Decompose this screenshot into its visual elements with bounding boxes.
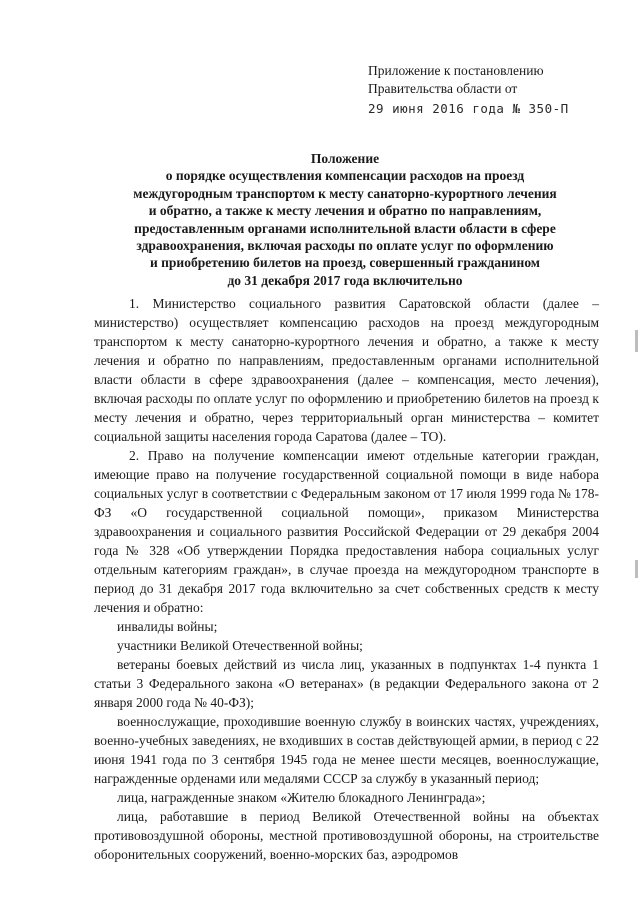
list-item: военнослужащие, проходившие военную службу в воинских частях, учреждениях, военно-учебных заведениях, не входивших в состав действующей армии, в период с 22 июня 1941 года по 3 сентября 1945 года не менее шести месяцев, военнослужащие, награжденные орденами или медалями СССР за службу в указанный период; — [94, 714, 599, 786]
appendix-line-2: Правительства области от — [368, 81, 518, 96]
document-title — [80, 150, 610, 289]
paragraph-2: 2. Право на получение компенсации имеют отдельные категории граждан, имеющие право на получение государственной социальной помощи в виде набора социальных услуг в соответствии с Федеральным законом от 17 июля 1999 года № 178-ФЗ «О государственной социальной помощи», приказом Министерства здравоохранения и социального развития Российской Федерации от 29 декабря 2004 года № 328 «Об утверждении Порядка предоставления набора социальных услуг отдельным категориям граждан», в случае проезда на междугородном транспорте в период до 31 декабря 2017 года включительно за счет собственных средств к месту лечения и обратно: — [94, 448, 599, 615]
paragraph-1: 1. Министерство социального развития Саратовской области (далее – министерство) осуществляет компенсацию расходов на проезд междугородным транспортом к месту санаторно-курортного лечения и обратно, а также к месту лечения и обратно по направлениям, предоставленным органами исполнительной власти области в сфере здравоохранения (далее – компенсация, место лечения), включая расходы по оплате услуг по оформлению и приобретению билетов на проезд к месту лечения и обратно, через территориальный орган министерства – комитет социальной защиты населения города Саратова (далее – ТО). — [94, 296, 599, 444]
scan-edge-mark — [635, 330, 638, 352]
title-line: междугородным транспортом к месту санаторно-курортного лечения — [133, 185, 557, 201]
title-line: и обратно, а также к месту лечения и обратно по направлениям, — [148, 203, 542, 219]
scan-edge-mark — [635, 560, 638, 578]
document-body — [94, 294, 599, 864]
appendix-date-stamp: 29 июня 2016 года № 350-П — [368, 101, 569, 116]
list-item: инвалиды войны; — [117, 619, 218, 634]
title-line: о порядке осуществления компенсации расходов на проезд — [165, 168, 525, 184]
appendix-header — [368, 62, 628, 118]
list-item: участники Великой Отечественной войны; — [117, 638, 363, 653]
title-line: и приобретению билетов на проезд, совершенный гражданином — [149, 255, 541, 271]
title-line: Положение — [310, 151, 380, 166]
appendix-line-1: Приложение к постановлению — [368, 63, 544, 78]
title-line: предоставленным органами исполнительной власти области в сфере — [134, 220, 556, 236]
title-line: до 31 декабря 2017 года включительно — [227, 272, 463, 288]
list-item: ветераны боевых действий из числа лиц, указанных в подпунктах 1-4 пункта 1 статьи 3 Федерального закона «О ветеранах» (в редакции Федерального закона от 2 января 2000 года № 40-ФЗ); — [94, 657, 599, 710]
list-item: лица, работавшие в период Великой Отечественной войны на объектах противовоздушной обороны, местной противовоздушной обороны, на строительстве оборонительных сооружений, военно-морских баз, аэродромов — [94, 809, 599, 862]
list-item: лица, награжденные знаком «Жителю блокадного Ленинграда»; — [117, 790, 486, 805]
title-line: здравоохранения, включая расходы по оплате услуг по оформлению — [136, 238, 554, 254]
